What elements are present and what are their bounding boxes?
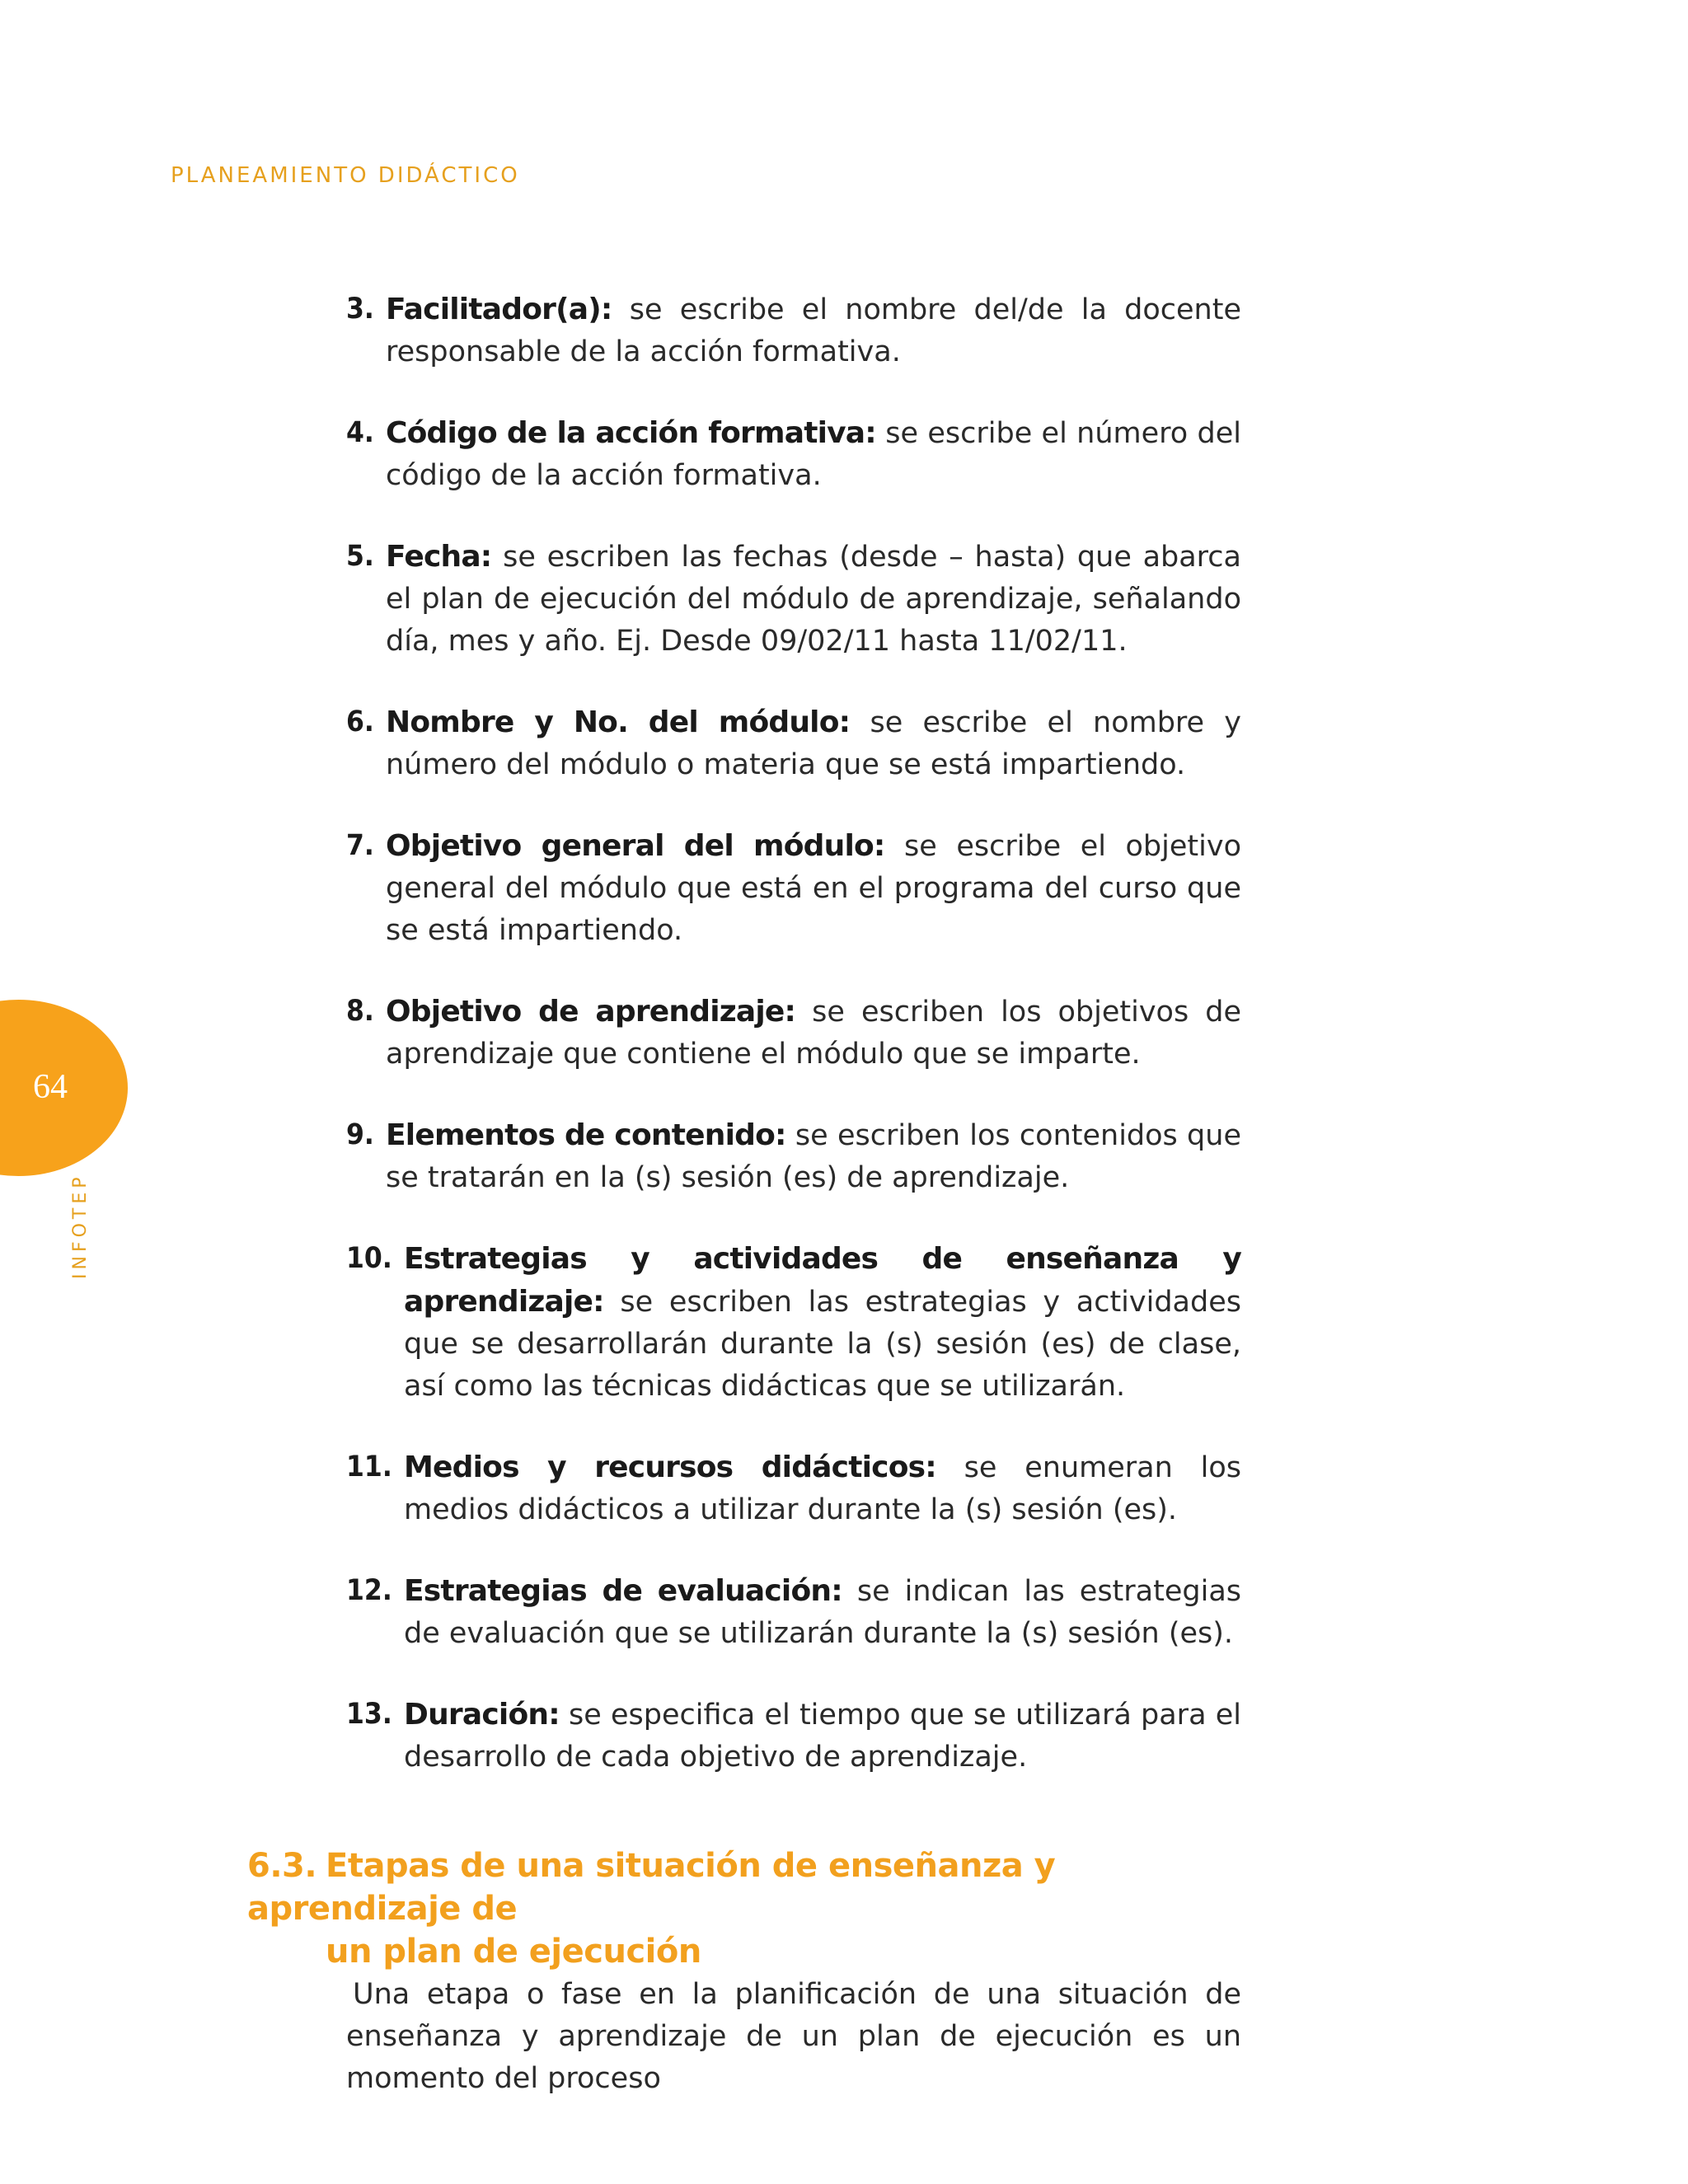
page-number: 64 bbox=[33, 1068, 68, 1106]
item-number: 6. bbox=[346, 705, 374, 738]
item-text bbox=[386, 536, 1241, 663]
item-description: se escribe el nombre y número del módulo o materia que se está impartiendo. bbox=[386, 706, 1241, 781]
section-title-line-1: Etapas de una situación de enseñanza y aprendizaje de bbox=[247, 1847, 1056, 1929]
item-description: se especifica el tiempo que se utilizará para el desarrollo de cada objetivo de aprendizaje. bbox=[404, 1699, 1241, 1774]
item-term: Objetivo general del módulo: bbox=[386, 829, 885, 863]
item-term: Facilitador(a): bbox=[386, 293, 612, 326]
item-text bbox=[386, 412, 1241, 497]
item-number: 10. bbox=[346, 1242, 392, 1275]
item-term: Estrategias de evaluación: bbox=[404, 1574, 842, 1608]
item-number: 8. bbox=[346, 995, 374, 1028]
list-item bbox=[346, 288, 1241, 373]
item-text bbox=[386, 288, 1241, 373]
item-description: se enumeran los medios didácticos a utilizar durante la (s) sesión (es). bbox=[404, 1451, 1241, 1526]
item-term: Duración: bbox=[404, 1698, 560, 1732]
list-item bbox=[346, 1570, 1241, 1655]
side-label: INFOTEP bbox=[70, 1173, 91, 1279]
item-text bbox=[386, 825, 1241, 952]
item-description: se escriben los contenidos que se tratarán en la (s) sesión (es) de aprendizaje. bbox=[386, 1119, 1241, 1194]
item-number: 13. bbox=[346, 1698, 392, 1731]
item-term: Elementos de contenido: bbox=[386, 1118, 786, 1152]
item-term: Objetivo de aprendizaje: bbox=[386, 995, 796, 1029]
item-text bbox=[386, 701, 1241, 786]
list-item bbox=[346, 412, 1241, 497]
item-description: se escriben los objetivos de aprendizaje que contiene el módulo que se imparte. bbox=[386, 996, 1241, 1071]
item-number: 9. bbox=[346, 1118, 374, 1151]
list-item bbox=[346, 1446, 1241, 1531]
section-number: 6.3. bbox=[247, 1847, 317, 1886]
item-term: Código de la acción formativa: bbox=[386, 416, 876, 450]
item-text bbox=[386, 991, 1241, 1076]
section-title-line-2: un plan de ejecución bbox=[326, 1933, 701, 1971]
body-paragraph: Una etapa o fase en la planificación de una situación de enseñanza y aprendizaje de un plan de ejecución es un momento del proceso bbox=[346, 1978, 1241, 2095]
item-term: Nombre y No. del módulo: bbox=[386, 705, 851, 739]
item-term: Fecha: bbox=[386, 540, 492, 574]
list-item bbox=[346, 1694, 1241, 1779]
item-description: se escriben las fechas (desde – hasta) que abarca el plan de ejecución del módulo de aprendizaje, señalando día, mes y año. Ej. Desde 09/02/11 hasta 11/02/11. bbox=[386, 541, 1241, 658]
item-number: 3. bbox=[346, 293, 374, 326]
item-number: 4. bbox=[346, 416, 374, 449]
running-header: PLANEAMIENTO DIDÁCTICO bbox=[171, 163, 520, 188]
list-item bbox=[346, 991, 1241, 1076]
item-number: 12. bbox=[346, 1574, 392, 1607]
field-description-list bbox=[346, 288, 1241, 1817]
item-number: 11. bbox=[346, 1451, 392, 1483]
list-item bbox=[346, 825, 1241, 952]
item-text bbox=[386, 1114, 1241, 1199]
item-term: Estrategias y actividades de enseñanza y aprendizaje: bbox=[404, 1242, 1241, 1319]
item-description: se indican las estrategias de evaluación que se utilizarán durante la (s) sesión (es). bbox=[404, 1575, 1242, 1650]
item-description: se escriben las estrategias y actividades que se desarrollarán durante la (s) sesión (es) de clase, así como las técnicas didácticas que se utilizarán. bbox=[404, 1286, 1241, 1403]
item-number: 7. bbox=[346, 829, 374, 862]
list-item bbox=[346, 536, 1241, 663]
item-text bbox=[404, 1238, 1241, 1408]
list-item bbox=[346, 1238, 1241, 1408]
list-item bbox=[346, 1114, 1241, 1199]
item-description: se escribe el objetivo general del módulo que está en el programa del curso que se está impartiendo. bbox=[386, 830, 1241, 947]
item-term: Medios y recursos didácticos: bbox=[404, 1451, 936, 1484]
item-text bbox=[404, 1446, 1241, 1531]
section-heading bbox=[247, 1844, 1245, 1973]
item-text bbox=[404, 1694, 1241, 1779]
item-description: se escribe el número del código de la acción formativa. bbox=[386, 417, 1241, 492]
item-description: se escribe el nombre del/de la docente responsable de la acción formativa. bbox=[386, 293, 1241, 368]
list-item bbox=[346, 701, 1241, 786]
item-text bbox=[404, 1570, 1241, 1655]
item-number: 5. bbox=[346, 540, 374, 573]
